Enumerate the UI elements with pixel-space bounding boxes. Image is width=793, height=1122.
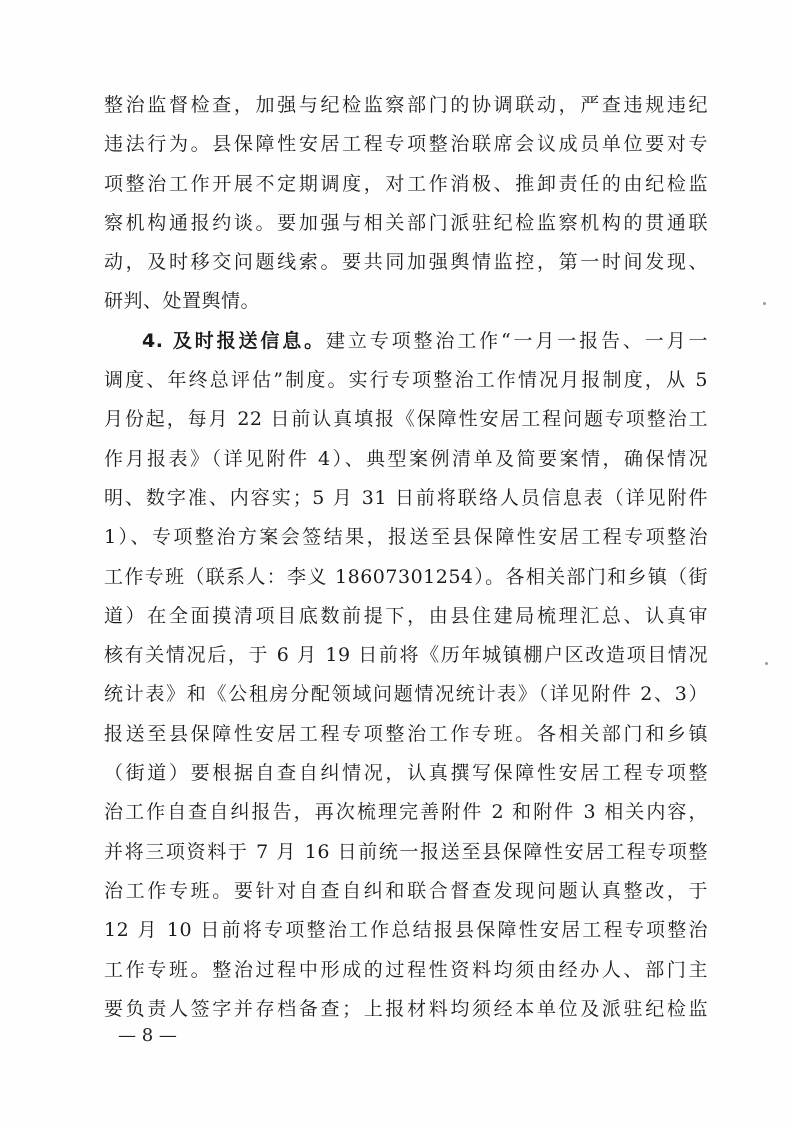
text-line: 调度、年终总评估”制度。实行专项整治工作情况月报制度，从 5 — [104, 369, 708, 392]
scan-speck — [763, 302, 766, 305]
text-line: 作月报表》（详见附件 4）、典型案例清单及简要案情，确保情况 — [104, 447, 708, 470]
page-number: — 8 — — [118, 1025, 177, 1046]
text-line: 道）在全面摸清项目底数前提下，由县住建局梳理汇总、认真审 — [104, 604, 708, 627]
text-line: 并将三项资料于 7 月 16 日前统一报送至县保障性安居工程专项整 — [104, 840, 708, 863]
scan-speck — [765, 662, 768, 665]
text-line: 工作专班。整治过程中形成的过程性资料均须由经办人、部门主 — [104, 958, 708, 981]
text-fragment: 建立专项整治工作“一月一报告、一月一 — [326, 329, 708, 352]
text-line: 要负责人签字并存档备查；上报材料均须经本单位及派驻纪检监 — [104, 997, 708, 1020]
text-line: 治工作专班。要针对自查自纠和联合督查发现问题认真整改，于 — [104, 879, 708, 902]
text-line: 违法行为。县保障性安居工程专项整治联席会议成员单位要对专 — [104, 133, 708, 156]
text-line: （街道）要根据自查自纠情况，认真撰写保障性安居工程专项整 — [104, 762, 708, 785]
section-line — [104, 322, 708, 361]
text-line: 项整治工作开展不定期调度，对工作消极、推卸责任的由纪检监 — [104, 172, 708, 195]
text-line: 动，及时移交问题线索。要共同加强舆情监控，第一时间发现、 — [104, 251, 708, 274]
text-line: 统计表》和《公租房分配领域问题情况统计表》（详见附件 2、3） — [104, 683, 708, 706]
text-line: 察机构通报约谈。要加强与相关部门派驻纪检监察机构的贯通联 — [104, 211, 708, 234]
text-line: 12 月 10 日前将专项整治工作总结报县保障性安居工程专项整治 — [104, 919, 708, 942]
text-line: 整治监督检查，加强与纪检监察部门的协调联动，严查违规违纪 — [104, 94, 708, 116]
text-line: 1）、专项整治方案会签结果，报送至县保障性安居工程专项整治 — [104, 526, 708, 549]
text-line: 研判、处置舆情。 — [104, 290, 261, 313]
section-heading: 4. 及时报送信息。 — [142, 329, 327, 352]
text-line: 工作专班（联系人：李义 18607301254）。各相关部门和乡镇（街 — [104, 565, 708, 588]
text-line: 明、数字准、内容实；5 月 31 日前将联络人员信息表（详见附件 — [104, 486, 708, 509]
text-line: 治工作自查自纠报告，再次梳理完善附件 2 和附件 3 相关内容， — [104, 801, 708, 824]
text-line: 月份起，每月 22 日前认真填报《保障性安居工程问题专项整治工 — [104, 408, 708, 431]
text-line: 报送至县保障性安居工程专项整治工作专班。各相关部门和乡镇 — [104, 722, 708, 745]
text-line: 核有关情况后，于 6 月 19 日前将《历年城镇棚户区改造项目情况 — [104, 644, 708, 667]
document-body — [104, 86, 708, 1029]
